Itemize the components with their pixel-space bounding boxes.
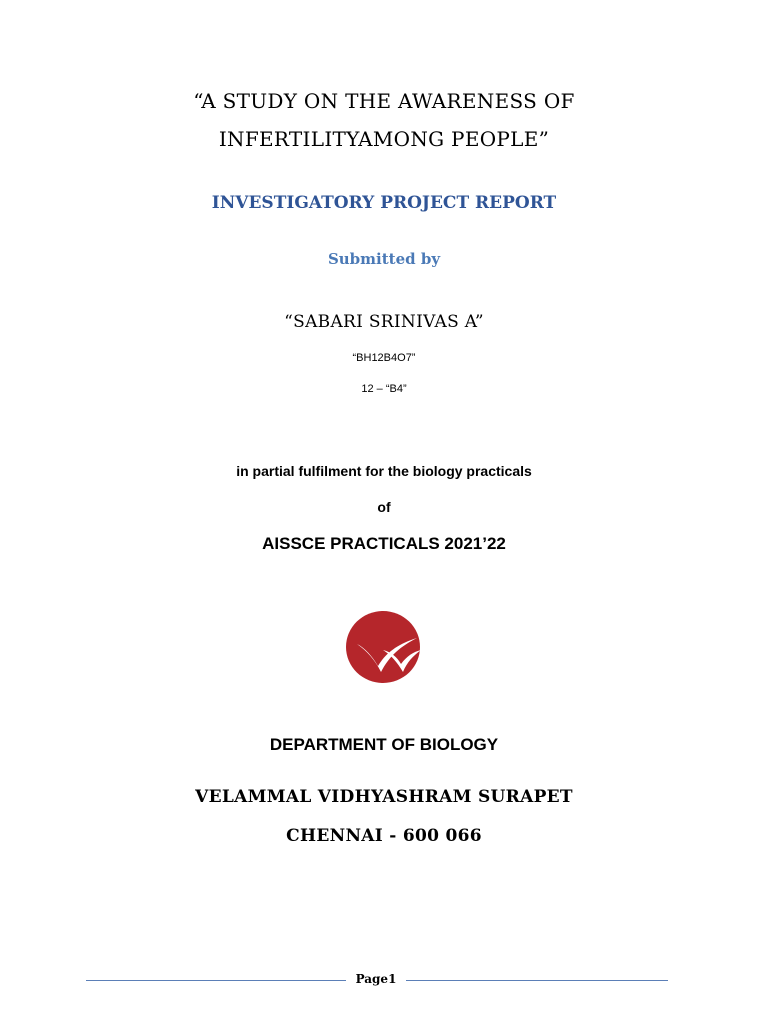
page-number: Page1 bbox=[355, 972, 397, 986]
exam-title: AISSCE PRACTICALS 2021’22 bbox=[262, 534, 506, 553]
report-subtitle: INVESTIGATORY PROJECT REPORT bbox=[211, 193, 557, 213]
report-title-line-1: “A STUDY ON THE AWARENESS OF bbox=[193, 89, 575, 113]
footer-rule-left bbox=[86, 980, 346, 981]
submitted-by-label: Submitted by bbox=[327, 250, 441, 268]
school-city: CHENNAI - 600 066 bbox=[286, 826, 482, 846]
roll-number: “BH12B4O7” bbox=[352, 352, 416, 364]
footer-rule-right bbox=[406, 980, 668, 981]
school-logo-icon bbox=[345, 610, 423, 684]
report-title-line-2: INFERTILITYAMONG PEOPLE” bbox=[218, 127, 550, 151]
department-name: DEPARTMENT OF BIOLOGY bbox=[269, 735, 499, 754]
class-section: 12 – “B4” bbox=[361, 383, 407, 395]
school-name: VELAMMAL VIDHYASHRAM SURAPET bbox=[195, 787, 573, 807]
purpose-of: of bbox=[377, 499, 391, 515]
author-name: “SABARI SRINIVAS A” bbox=[284, 312, 484, 332]
purpose-statement: in partial fulfilment for the biology practicals bbox=[236, 463, 532, 479]
